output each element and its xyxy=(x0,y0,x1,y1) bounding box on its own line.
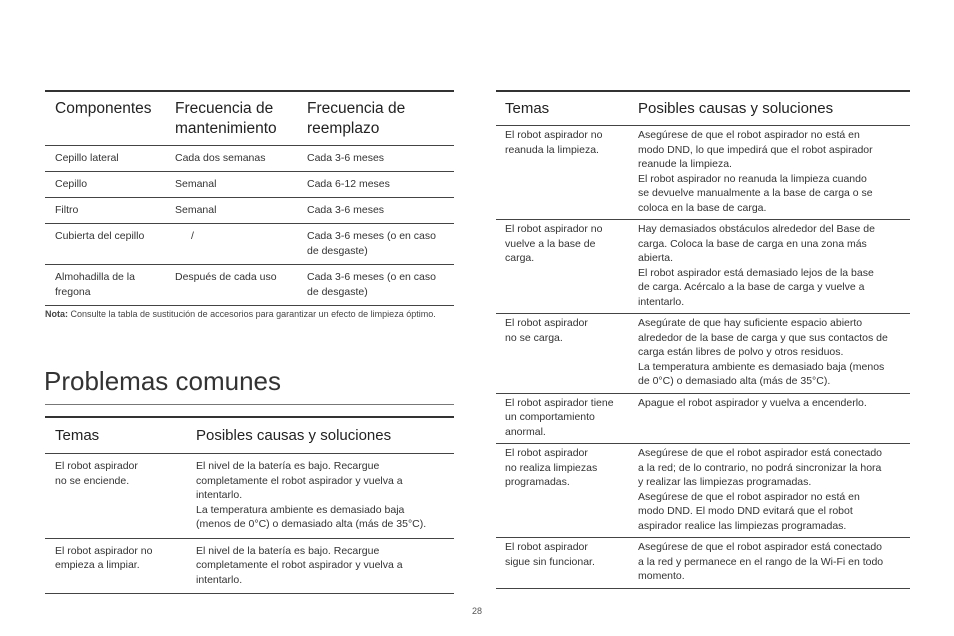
solution-cell: Apague el robot aspirador y vuelva a encenderlo. xyxy=(629,393,910,444)
replacement-cell: Cada 3-6 meses xyxy=(297,198,454,224)
problems-table-left xyxy=(45,416,454,594)
table-row xyxy=(45,265,454,306)
table-row xyxy=(45,146,454,172)
solution-cell: Hay demasiados obstáculos alrededor del Base de carga. Coloca la base de carga en una zona más abierta. El robot aspirador está demasiado lejos de la base de carga. Acércalo a la base de carga y vuelve a intentarlo. xyxy=(629,220,910,314)
table-row xyxy=(496,538,910,589)
table-row xyxy=(496,314,910,394)
component-cell: Cepillo xyxy=(45,172,165,198)
issue-cell: El robot aspirador no se enciende. xyxy=(45,454,186,539)
solution-cell: El nivel de la batería es bajo. Recargue completamente el robot aspirador y vuelva a intentarlo. La temperatura ambiente es demasiado baja (menos de 0°C) o demasiado alta (más de 35°C). xyxy=(186,454,454,539)
maintenance-header-row xyxy=(45,91,454,146)
note-label: Nota: xyxy=(45,309,68,319)
replacement-cell: Cada 3-6 meses (o en caso de desgaste) xyxy=(297,265,454,306)
solution-cell: Asegúrese de que el robot aspirador está conectado a la red; de lo contrario, no podrá sincronizar la hora y realizar las limpiezas programadas. Asegúrese de que el robot aspirador no está en modo DND. El modo DND evitará que el robot aspirador realice las limpiezas programadas. xyxy=(629,444,910,538)
issue-cell: El robot aspirador sigue sin funcionar. xyxy=(496,538,629,589)
table-row xyxy=(45,172,454,198)
maintenance-cell: Semanal xyxy=(165,172,297,198)
issue-cell: El robot aspirador no empieza a limpiar. xyxy=(45,538,186,594)
table-row xyxy=(45,198,454,224)
header-componentes: Componentes xyxy=(55,100,152,117)
replacement-cell: Cada 3-6 meses (o en caso de desgaste) xyxy=(297,224,454,265)
component-cell: Cepillo lateral xyxy=(45,146,165,172)
table-row xyxy=(45,454,454,539)
table-row xyxy=(45,538,454,594)
header-frecuencia-reemplazo: Frecuencia de reemplazo xyxy=(307,100,406,137)
component-cell: Almohadilla de la fregona xyxy=(45,265,165,306)
solution-cell: Asegúrese de que el robot aspirador no está en modo DND, lo que impedirá que el robot aspirador reanude la limpieza. El robot aspirador no reanuda la limpieza cuando se devuelve manualmente a la base de carga o se coloca en la base de carga. xyxy=(629,126,910,220)
title-divider xyxy=(45,404,454,405)
maintenance-cell: Después de cada uso xyxy=(165,265,297,306)
component-cell: Filtro xyxy=(45,198,165,224)
header-temas: Temas xyxy=(505,100,550,117)
problems-table-right xyxy=(496,90,910,589)
issue-cell: El robot aspirador no se carga. xyxy=(496,314,629,394)
table-row xyxy=(45,224,454,265)
issue-cell: El robot aspirador no realiza limpiezas programadas. xyxy=(496,444,629,538)
maintenance-cell: / xyxy=(165,224,297,265)
issue-cell: El robot aspirador no vuelve a la base de carga. xyxy=(496,220,629,314)
table-row xyxy=(496,393,910,444)
solution-cell: El nivel de la batería es bajo. Recargue completamente el robot aspirador y vuelva a intentarlo. xyxy=(186,538,454,594)
maintenance-table xyxy=(45,90,454,306)
issue-cell: El robot aspirador tiene un comportamiento anormal. xyxy=(496,393,629,444)
component-cell: Cubierta del cepillo xyxy=(45,224,165,265)
replacement-cell: Cada 6-12 meses xyxy=(297,172,454,198)
maintenance-cell: Cada dos semanas xyxy=(165,146,297,172)
replacement-cell: Cada 3-6 meses xyxy=(297,146,454,172)
header-temas: Temas xyxy=(55,427,100,444)
maintenance-cell: Semanal xyxy=(165,198,297,224)
note-text: Consulte la tabla de sustitución de accesorios para garantizar un efecto de limpieza óptimo. xyxy=(68,309,436,319)
header-causas-soluciones: Posibles causas y soluciones xyxy=(196,427,392,444)
problems-header-row xyxy=(45,417,454,454)
solution-cell: Asegúrate de que hay suficiente espacio abierto alrededor de la base de carga y que sus contactos de carga están libres de polvo y otros residuos. La temperatura ambiente es demasiado baja (menos de 0°C) o demasiado alta (más de 35°C). xyxy=(629,314,910,394)
table-row xyxy=(496,444,910,538)
issue-cell: El robot aspirador no reanuda la limpieza. xyxy=(496,126,629,220)
section-title: Problemas comunes xyxy=(44,366,281,396)
header-frecuencia-mantenimiento: Frecuencia de mantenimiento xyxy=(175,100,277,137)
problems-header-row xyxy=(496,91,910,126)
maintenance-note xyxy=(45,307,457,321)
solution-cell: Asegúrese de que el robot aspirador está conectado a la red y permanece en el rango de la Wi-Fi en todo momento. xyxy=(629,538,910,589)
page-number: 28 xyxy=(471,606,482,616)
header-causas-soluciones: Posibles causas y soluciones xyxy=(638,100,834,117)
table-row xyxy=(496,126,910,220)
table-row xyxy=(496,220,910,314)
